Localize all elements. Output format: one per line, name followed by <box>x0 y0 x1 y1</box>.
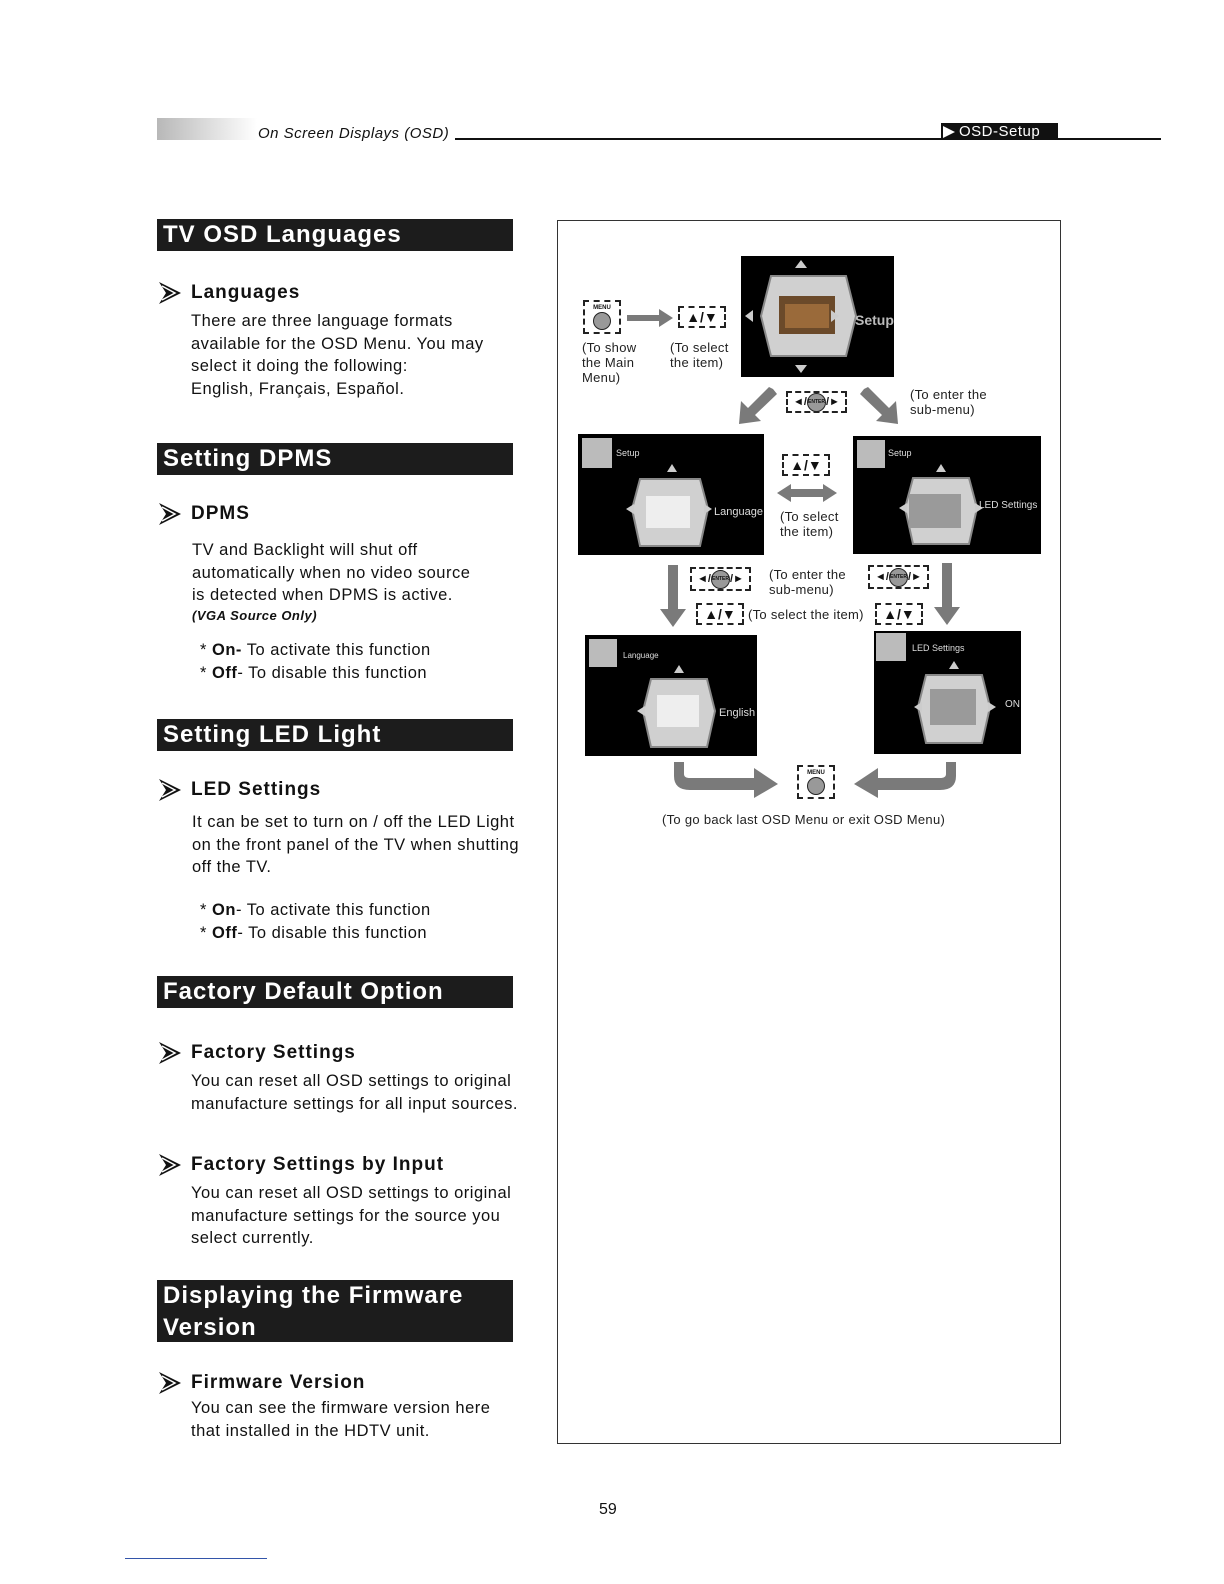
left-arrow-glyph: ◄/ <box>697 573 711 585</box>
screen-label-setup: Setup <box>855 312 894 328</box>
text-line: that installed in the HDTV unit. <box>191 1421 430 1440</box>
caption-line: the item) <box>670 355 724 370</box>
subheading-firmware-text: Firmware Version <box>191 1372 366 1393</box>
caption-select-item-top <box>670 340 729 370</box>
subheading-led <box>157 777 321 803</box>
text-line: English, Français, Español. <box>191 379 405 398</box>
caption-show-main-menu <box>582 340 636 385</box>
caption-line: (To enter the <box>769 567 846 582</box>
subheading-languages <box>157 280 300 306</box>
caption-line: Menu) <box>582 370 621 385</box>
subheading-factory-settings <box>157 1040 356 1066</box>
option-off-key: Off <box>212 663 238 682</box>
section-bar-languages: TV OSD Languages <box>157 219 513 251</box>
osd-screen-led-menu <box>853 436 1041 554</box>
down-right-arrow-icon <box>860 387 900 425</box>
caption-line: (To show <box>582 340 637 355</box>
text-line: TV and Backlight will shut off <box>192 541 418 559</box>
up-down-key-icon: ▲/▼ <box>696 603 744 625</box>
language-cube-icon <box>578 434 764 555</box>
caption-line: (To select <box>670 340 729 355</box>
caption-enter-submenu-middle <box>769 567 846 597</box>
caption-go-back: (To go back last OSD Menu or exit OSD Menu) <box>662 812 946 827</box>
option-off-text: - To disable this function <box>237 923 428 942</box>
section-bar-led: Setting LED Light <box>157 719 513 751</box>
text-line: select currently. <box>191 1229 314 1247</box>
text-line: It can be set to turn on / off the LED Light <box>192 813 515 831</box>
caption-line: the item) <box>780 524 834 539</box>
osd-screen-language <box>578 434 764 555</box>
menu-key-icon <box>583 300 621 334</box>
section-bar-firmware <box>157 1280 513 1342</box>
menu-key-label: MENU <box>593 304 611 311</box>
text-line: select it doing the following: <box>191 357 408 375</box>
left-right-arrow-icon <box>777 483 837 503</box>
note-vga-only: (VGA Source Only) <box>192 608 318 623</box>
text-line: manufacture settings for all input sources. <box>191 1094 518 1113</box>
subheading-factory-settings-text: Factory Settings <box>191 1042 356 1063</box>
curved-right-arrow-icon <box>672 760 780 798</box>
screen-label-language-small: Language <box>623 651 659 660</box>
enter-button-icon: ENTER <box>889 568 908 587</box>
screen-label-led-settings-small: LED Settings <box>912 643 965 653</box>
led-options <box>200 899 431 944</box>
text-line: is detected when DPMS is active. <box>192 586 453 604</box>
subheading-dpms-text: DPMS <box>191 503 250 524</box>
menu-key-icon <box>797 765 835 799</box>
screen-label-led-settings: LED Settings <box>979 500 1038 511</box>
caption-line: sub-menu) <box>910 402 975 417</box>
menu-key-label: MENU <box>807 769 825 776</box>
option-off: * Off- To disable this function <box>200 923 428 942</box>
option-on-text: To activate this function <box>241 641 431 659</box>
option-on-key: On <box>212 901 236 919</box>
up-down-key-icon: ▲/▼ <box>782 454 830 476</box>
option-on-text: - To activate this function <box>235 901 431 919</box>
dpms-options <box>200 639 431 684</box>
page-number: 59 <box>599 1501 617 1518</box>
body-dpms <box>192 539 470 607</box>
subheading-factory-by-input <box>157 1152 444 1178</box>
caption-line: (To select <box>780 509 839 524</box>
round-button-icon <box>593 312 611 330</box>
subheading-languages-text: Languages <box>191 282 301 303</box>
header-gradient-bar <box>157 118 257 140</box>
right-arrow-glyph: /► <box>826 396 840 408</box>
down-left-arrow-icon <box>737 387 777 425</box>
arrowhead-bullet-icon <box>157 1152 183 1178</box>
caption-select-item-middle <box>780 509 839 539</box>
down-arrow-icon-right <box>934 563 960 625</box>
round-button-icon <box>807 777 825 795</box>
down-arrow-icon-left <box>660 565 686 627</box>
section-bar-firmware-line2: Version <box>163 1314 257 1341</box>
up-down-key-icon: ▲/▼ <box>875 603 923 625</box>
body-factory-settings <box>191 1070 518 1115</box>
osd-screen-setup-main <box>741 256 894 377</box>
left-arrow-glyph: ◄/ <box>875 571 889 583</box>
osd-screen-english <box>585 635 757 756</box>
header-section-title: On Screen Displays (OSD) <box>258 125 450 142</box>
right-arrow-glyph: /► <box>908 571 922 583</box>
body-factory-by-input <box>191 1182 511 1250</box>
play-triangle-icon <box>943 126 955 138</box>
text-line: You can reset all OSD settings to original <box>191 1072 512 1090</box>
led-cube-icon <box>853 436 1041 554</box>
option-on-key: On- <box>212 641 242 659</box>
arrowhead-bullet-icon <box>157 777 183 803</box>
left-enter-right-key-icon <box>786 391 847 413</box>
caption-select-item-inline: (To select the item) <box>748 607 864 622</box>
text-line: automatically when no video source <box>192 563 471 582</box>
option-on: * On- To activate this function <box>200 901 431 919</box>
option-off-key: Off <box>212 923 238 942</box>
text-line: off the TV. <box>192 858 272 876</box>
subheading-factory-by-input-text: Factory Settings by Input <box>191 1154 445 1175</box>
option-on: * On- To activate this function <box>200 641 431 659</box>
header-badge <box>941 123 1058 140</box>
subheading-led-text: LED Settings <box>191 779 322 800</box>
text-line: available for the OSD Menu. You may <box>191 334 484 353</box>
subheading-firmware <box>157 1370 365 1396</box>
screen-label-language: Language <box>714 506 763 518</box>
left-enter-right-key-icon <box>690 567 751 591</box>
left-enter-right-key-icon <box>868 565 929 589</box>
caption-line: the Main <box>582 355 635 370</box>
text-line: manufacture settings for the source you <box>191 1206 501 1225</box>
right-arrow-icon <box>627 307 675 329</box>
section-bar-factory: Factory Default Option <box>157 976 513 1008</box>
footer-link-line <box>125 1558 267 1559</box>
caption-line: sub-menu) <box>769 582 834 597</box>
text-line: You can see the firmware version here <box>191 1399 491 1417</box>
option-off-text: - To disable this function <box>237 663 428 682</box>
arrowhead-bullet-icon <box>157 1040 183 1066</box>
curved-left-arrow-icon <box>852 760 958 798</box>
up-down-key-icon: ▲/▼ <box>678 306 726 328</box>
section-bar-dpms: Setting DPMS <box>157 443 513 475</box>
body-firmware <box>191 1397 490 1442</box>
text-line: on the front panel of the TV when shutting <box>192 835 520 854</box>
screen-label-on: ON <box>1005 699 1020 710</box>
body-languages <box>191 310 484 400</box>
screen-label-english: English <box>719 707 756 719</box>
text-line: You can reset all OSD settings to original <box>191 1184 512 1202</box>
screen-label-setup-small: Setup <box>616 448 640 458</box>
text-line: There are three language formats <box>191 312 453 330</box>
caption-line: (To enter the <box>910 387 987 402</box>
left-arrow-glyph: ◄/ <box>793 396 807 408</box>
section-bar-firmware-line1: Displaying the Firmware <box>163 1282 464 1309</box>
body-led <box>192 811 519 879</box>
screen-label-setup-small: Setup <box>888 448 912 458</box>
right-arrow-glyph: /► <box>730 573 744 585</box>
osd-screen-led-on <box>874 631 1021 754</box>
arrowhead-bullet-icon <box>157 501 183 527</box>
header-badge-label: OSD-Setup <box>959 123 1041 140</box>
arrowhead-bullet-icon <box>157 1370 183 1396</box>
option-off: * Off- To disable this function <box>200 663 428 682</box>
caption-enter-submenu-top <box>910 387 987 417</box>
english-cube-icon <box>585 635 757 756</box>
arrowhead-bullet-icon <box>157 280 183 306</box>
enter-button-icon: ENTER <box>807 393 826 412</box>
subheading-dpms <box>157 501 250 527</box>
enter-button-icon: ENTER <box>711 570 730 589</box>
